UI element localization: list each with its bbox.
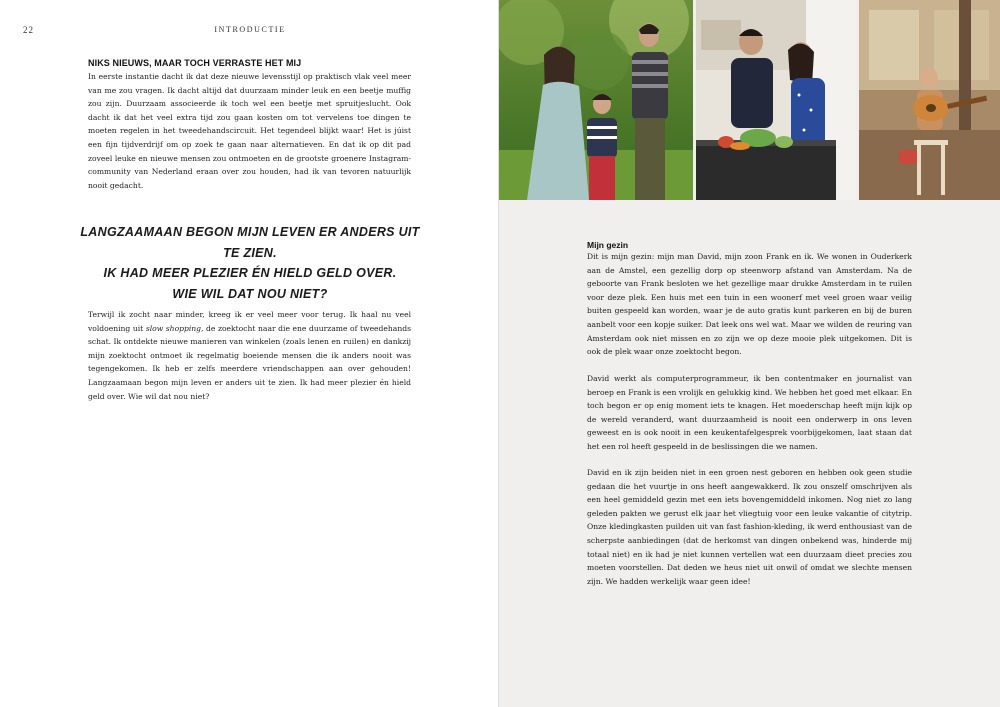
page-number: 22 xyxy=(23,25,34,35)
kitchen-cooking-photo xyxy=(696,0,856,200)
right-paragraph-2: David werkt als computerprogrammeur, ik ben contentmaker en journalist van beroep en Frank is een vrolijk en gelukkig kind. We hebben het goed met elkaar. En toch begon er op enig moment iets te knagen. Het moederschap heeft mijn kijk op de wereld veranderd, want duurzaamheid is nooit een onderwerp in ons leven geweest en is ook nooit in een keukentafelgesprek voorbijgekomen, laat staan dat het een rol heeft gespeeld in de beslissingen die we namen. xyxy=(587,374,912,451)
left-paragraph-2-start: Terwijl ik zocht naar minder, kreeg ik er veel meer voor terug. Ik haal nu veel voldoening uit xyxy=(88,310,411,333)
running-head: INTRODUCTIE xyxy=(214,25,286,34)
pull-quote xyxy=(80,222,420,304)
left-paragraph-2 xyxy=(88,308,411,403)
photo-strip xyxy=(499,0,1000,200)
right-paragraph-1: Dit is mijn gezin: mijn man David, mijn zoon Frank en ik. We wonen in Ouderkerk aan de Amstel, een gezellig dorp op steenworp afstand van Amsterdam. Na de geboorte van Frank besloten we het gezellige maar drukke Amsterdam in te ruilen voor deze plek. Een huis met een tuin in een woonerf met veel groen waar veilig buiten gespeeld kan worden, waar je de auto gratis kunt parkeren en bij de buren aanbelt voor een kopje suiker. Dat leek ons wel wat. Maar we wilden de reuring van Amsterdam ook niet missen en zo zijn we op deze mooie plek uitgekomen. Dit is ook de plek waar onze zoektocht begon. xyxy=(587,252,912,357)
section-title: NIKS NIEUWS, MAAR TOCH VERRASTE HET MIJ xyxy=(88,58,302,68)
slow-shopping-emphasis: slow shopping xyxy=(145,323,202,333)
pull-quote-line-3: WIE WIL DAT NOU NIET? xyxy=(172,286,328,301)
right-paragraph-3: David en ik zijn beiden niet in een groen nest geboren en hebben ook geen studie gedaan die het vuurtje in ons heeft aangewakkerd. Ik zou onszelf omschrijven als een heel gemiddeld gezin met een iets bovengemiddeld inkomen. Nog niet zo lang geleden pakten we gerust elk jaar het vliegtuig voor een leuke vakantie of citytrip. Onze kledingkasten puilden uit van fast fashion-kleding, ik werd enthousiast van de scherpste aanbiedingen (dat de herkomst van dingen onbekend was, hinderde mij totaal niet) en ik had je niet kunnen vertellen wat een duurzaam dieet precies zou moeten voorstellen. Dat deden we heus niet uit onwil of omdat we slechte mensen zijn. We hadden werkelijk waar geen idee! xyxy=(587,468,912,586)
child-guitar-photo xyxy=(859,0,1000,200)
left-paragraph-2-end: , de zoektocht naar die ene duurzame of tweedehands schat. Ik ontdekte nieuwe manieren van winkelen (zoals lenen en ruilen) en dankzij mijn zoektocht ontmoet ik regelmatig boeiende mensen die ik anders nooit was tegengekomen. Ik heb er zelfs meerdere vriendschappen aan over gehouden! Langzaamaan begon mijn leven er anders uit te zien. Ik had meer plezier én hield geld over. Wie wil dat nou niet? xyxy=(88,323,411,401)
left-paragraph-1: In eerste instantie dacht ik dat deze nieuwe levensstijl op praktisch vlak veel meer van me zou vragen. Ik dacht altijd dat duurzaam minder leuk en een beetje muffig zou zijn. Duurzaam associeerde ik toch wel een beetje met spruitjeslucht. Ook dacht ik dat het veel extra tijd zou gaan kosten om tot vervelens toe dingen te moeten regelen in het tweedehandscircuit. Het tegendeel blijkt waar! Het is júist een fijn tijdverdrijf om op zoek te gaan naar alternatieven. En dat ik op dit pad zoveel leuke en nieuwe mensen zou ontmoeten en de grootste groenere Instagram-community van Nederland eraan over zou houden, had ik van tevoren natuurlijk nooit gedacht. xyxy=(88,72,411,190)
pull-quote-line-1: LANGZAAMAAN BEGON MIJN LEVEN ER ANDERS UIT TE ZIEN. xyxy=(80,225,420,260)
family-garden-photo xyxy=(499,0,693,200)
pull-quote-line-2: IK HAD MEER PLEZIER ÉN HIELD GELD OVER. xyxy=(103,266,397,280)
subtitle-mijn-gezin: Mijn gezin xyxy=(587,240,629,250)
